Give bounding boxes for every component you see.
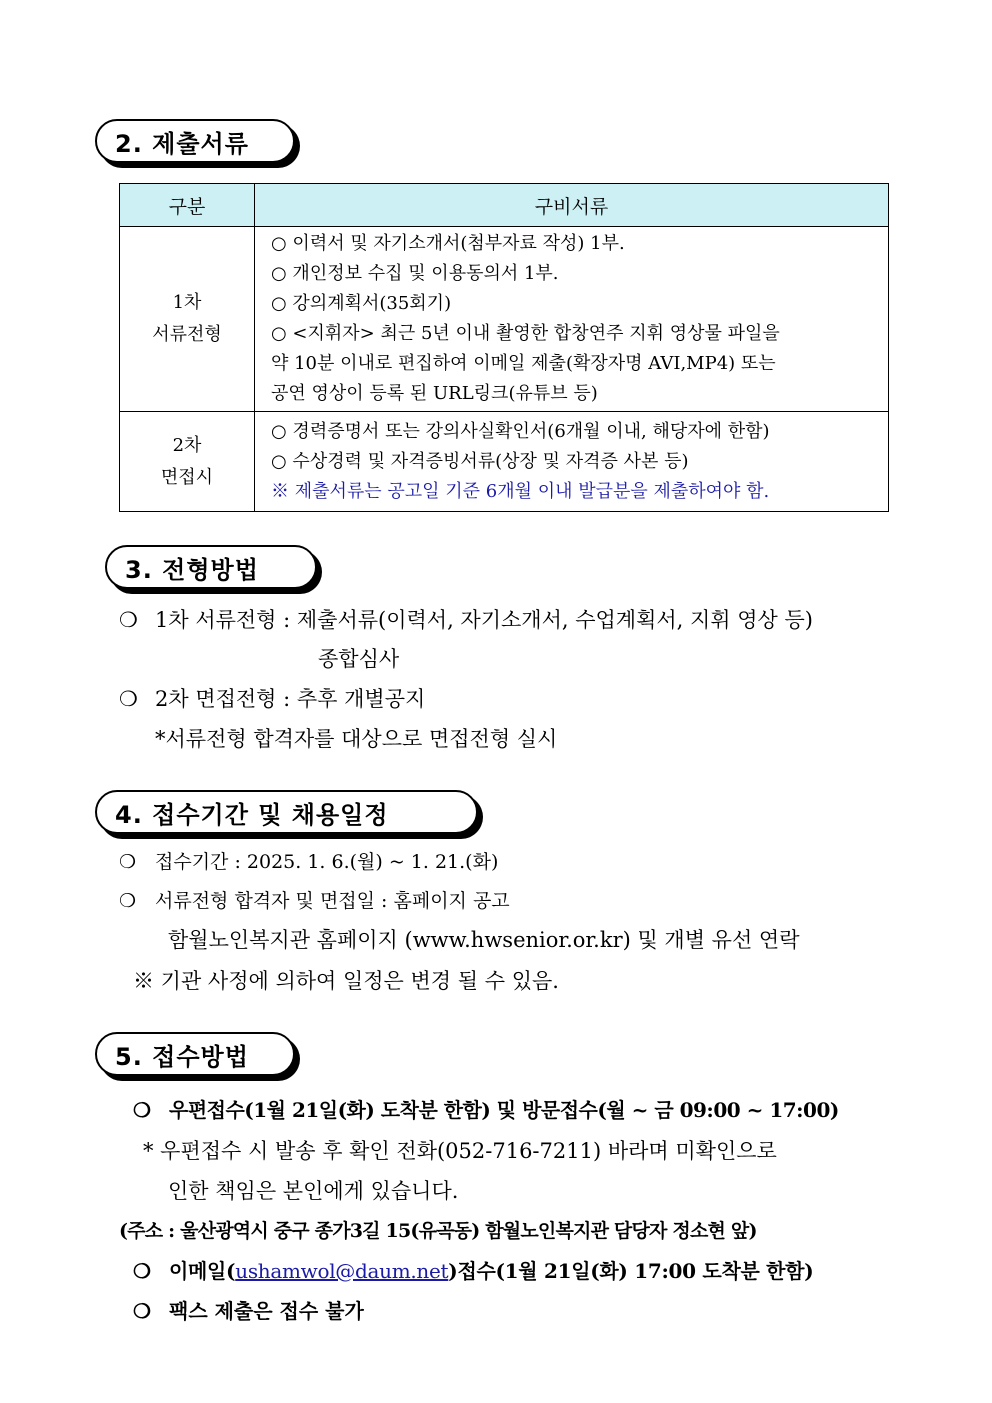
bullet-icon: ❍ — [119, 608, 138, 632]
table-row — [120, 227, 889, 412]
category-stage: 1차 — [172, 292, 202, 313]
apply-fax — [133, 1297, 364, 1325]
section-title: 3. 전형방법 — [105, 545, 317, 589]
selection-note: *서류전형 합격자를 대상으로 면접전형 실시 — [155, 727, 558, 751]
selection-step-1 — [119, 606, 813, 634]
table-cell-category — [120, 227, 255, 412]
doc-item: ○ 이력서 및 자기소개서(첨부자료 작성) 1부. — [271, 233, 625, 254]
bullet-icon: ❍ — [119, 890, 137, 912]
apply-text: 팩스 제출은 접수 불가 — [169, 1299, 364, 1323]
schedule-text: 서류전형 합격자 및 면접일 : 홈페이지 공고 — [155, 890, 510, 912]
section-heading-4 — [95, 790, 478, 834]
doc-item: ○ 개인정보 수집 및 이용동의서 1부. — [271, 263, 559, 284]
bullet-icon: ❍ — [119, 687, 138, 711]
category-type: 면접시 — [160, 466, 214, 488]
apply-text: 이메일( — [169, 1259, 236, 1283]
bullet-icon: ❍ — [119, 851, 137, 873]
schedule-period — [119, 848, 498, 876]
apply-email — [133, 1257, 813, 1285]
section-title: 5. 접수방법 — [95, 1032, 295, 1076]
section-title: 2. 제출서류 — [95, 119, 295, 163]
doc-item: 약 10분 이내로 편집하여 이메일 제출(확장자명 AVI,MP4) 또는 — [271, 353, 776, 374]
category-stage: 2차 — [172, 434, 202, 456]
apply-text: 우편접수(1월 21일(화) 도착분 한함) 및 방문접수(월 ~ 금 09:00 ~ 17:00) — [169, 1098, 839, 1122]
category-type: 서류전형 — [152, 324, 222, 345]
doc-note: ※ 제출서류는 공고일 기준 6개월 이내 발급분을 제출하여야 함. — [271, 480, 770, 502]
apply-text: )접수(1월 21일(화) 17:00 도착분 한함) — [448, 1259, 814, 1283]
selection-text: 2차 면접전형 : 추후 개별공지 — [155, 687, 426, 711]
schedule-homepage: 함월노인복지관 홈페이지 (www.hwsenior.or.kr) 및 개별 유선 연락 — [168, 928, 800, 952]
documents-table — [119, 183, 889, 512]
section-heading-2 — [95, 119, 295, 163]
apply-post-note-cont: 인한 책임은 본인에게 있습니다. — [168, 1179, 459, 1203]
table-row — [120, 412, 889, 512]
doc-item: ○ 경력증명서 또는 강의사실확인서(6개월 이내, 해당자에 한함) — [271, 420, 770, 442]
bullet-icon: ❍ — [133, 1098, 151, 1122]
table-header-category: 구분 — [120, 184, 255, 227]
selection-step-2 — [119, 685, 425, 713]
bullet-icon: ❍ — [133, 1299, 151, 1323]
schedule-note: ※ 기관 사정에 의하여 일정은 변경 될 수 있음. — [133, 969, 559, 993]
selection-step-1-cont: 종합심사 — [318, 647, 400, 671]
email-link[interactable]: ushamwol@daum.net — [235, 1259, 449, 1283]
bullet-icon: ❍ — [133, 1259, 151, 1283]
apply-address: (주소 : 울산광역시 중구 종가3길 15(유곡동) 함월노인복지관 담당자 정소현 앞) — [119, 1220, 757, 1242]
selection-text: 1차 서류전형 : 제출서류(이력서, 자기소개서, 수업계획서, 지휘 영상 등) — [155, 608, 813, 632]
doc-item: 공연 영상이 등록 된 URL링크(유튜브 등) — [271, 383, 598, 404]
table-cell-category — [120, 412, 255, 512]
table-header-row — [120, 184, 889, 227]
section-heading-5 — [95, 1032, 295, 1076]
section-title: 4. 접수기간 및 채용일정 — [95, 790, 478, 834]
table-cell-documents — [255, 412, 889, 512]
apply-post-note: * 우편접수 시 발송 후 확인 전화(052-716-7211) 바라며 미확인으로 — [143, 1139, 777, 1163]
apply-post-visit — [133, 1096, 839, 1124]
schedule-text: 접수기간 : 2025. 1. 6.(월) ~ 1. 21.(화) — [155, 851, 499, 873]
schedule-announce — [119, 887, 510, 915]
doc-item: ○ 강의계획서(35회기) — [271, 293, 452, 314]
doc-item: ○ 수상경력 및 자격증빙서류(상장 및 자격증 사본 등) — [271, 450, 689, 472]
doc-item: ○ <지휘자> 최근 5년 이내 촬영한 합창연주 지휘 영상물 파일을 — [271, 323, 780, 344]
section-heading-3 — [105, 545, 317, 589]
table-cell-documents — [255, 227, 889, 412]
table-header-documents: 구비서류 — [255, 184, 889, 227]
